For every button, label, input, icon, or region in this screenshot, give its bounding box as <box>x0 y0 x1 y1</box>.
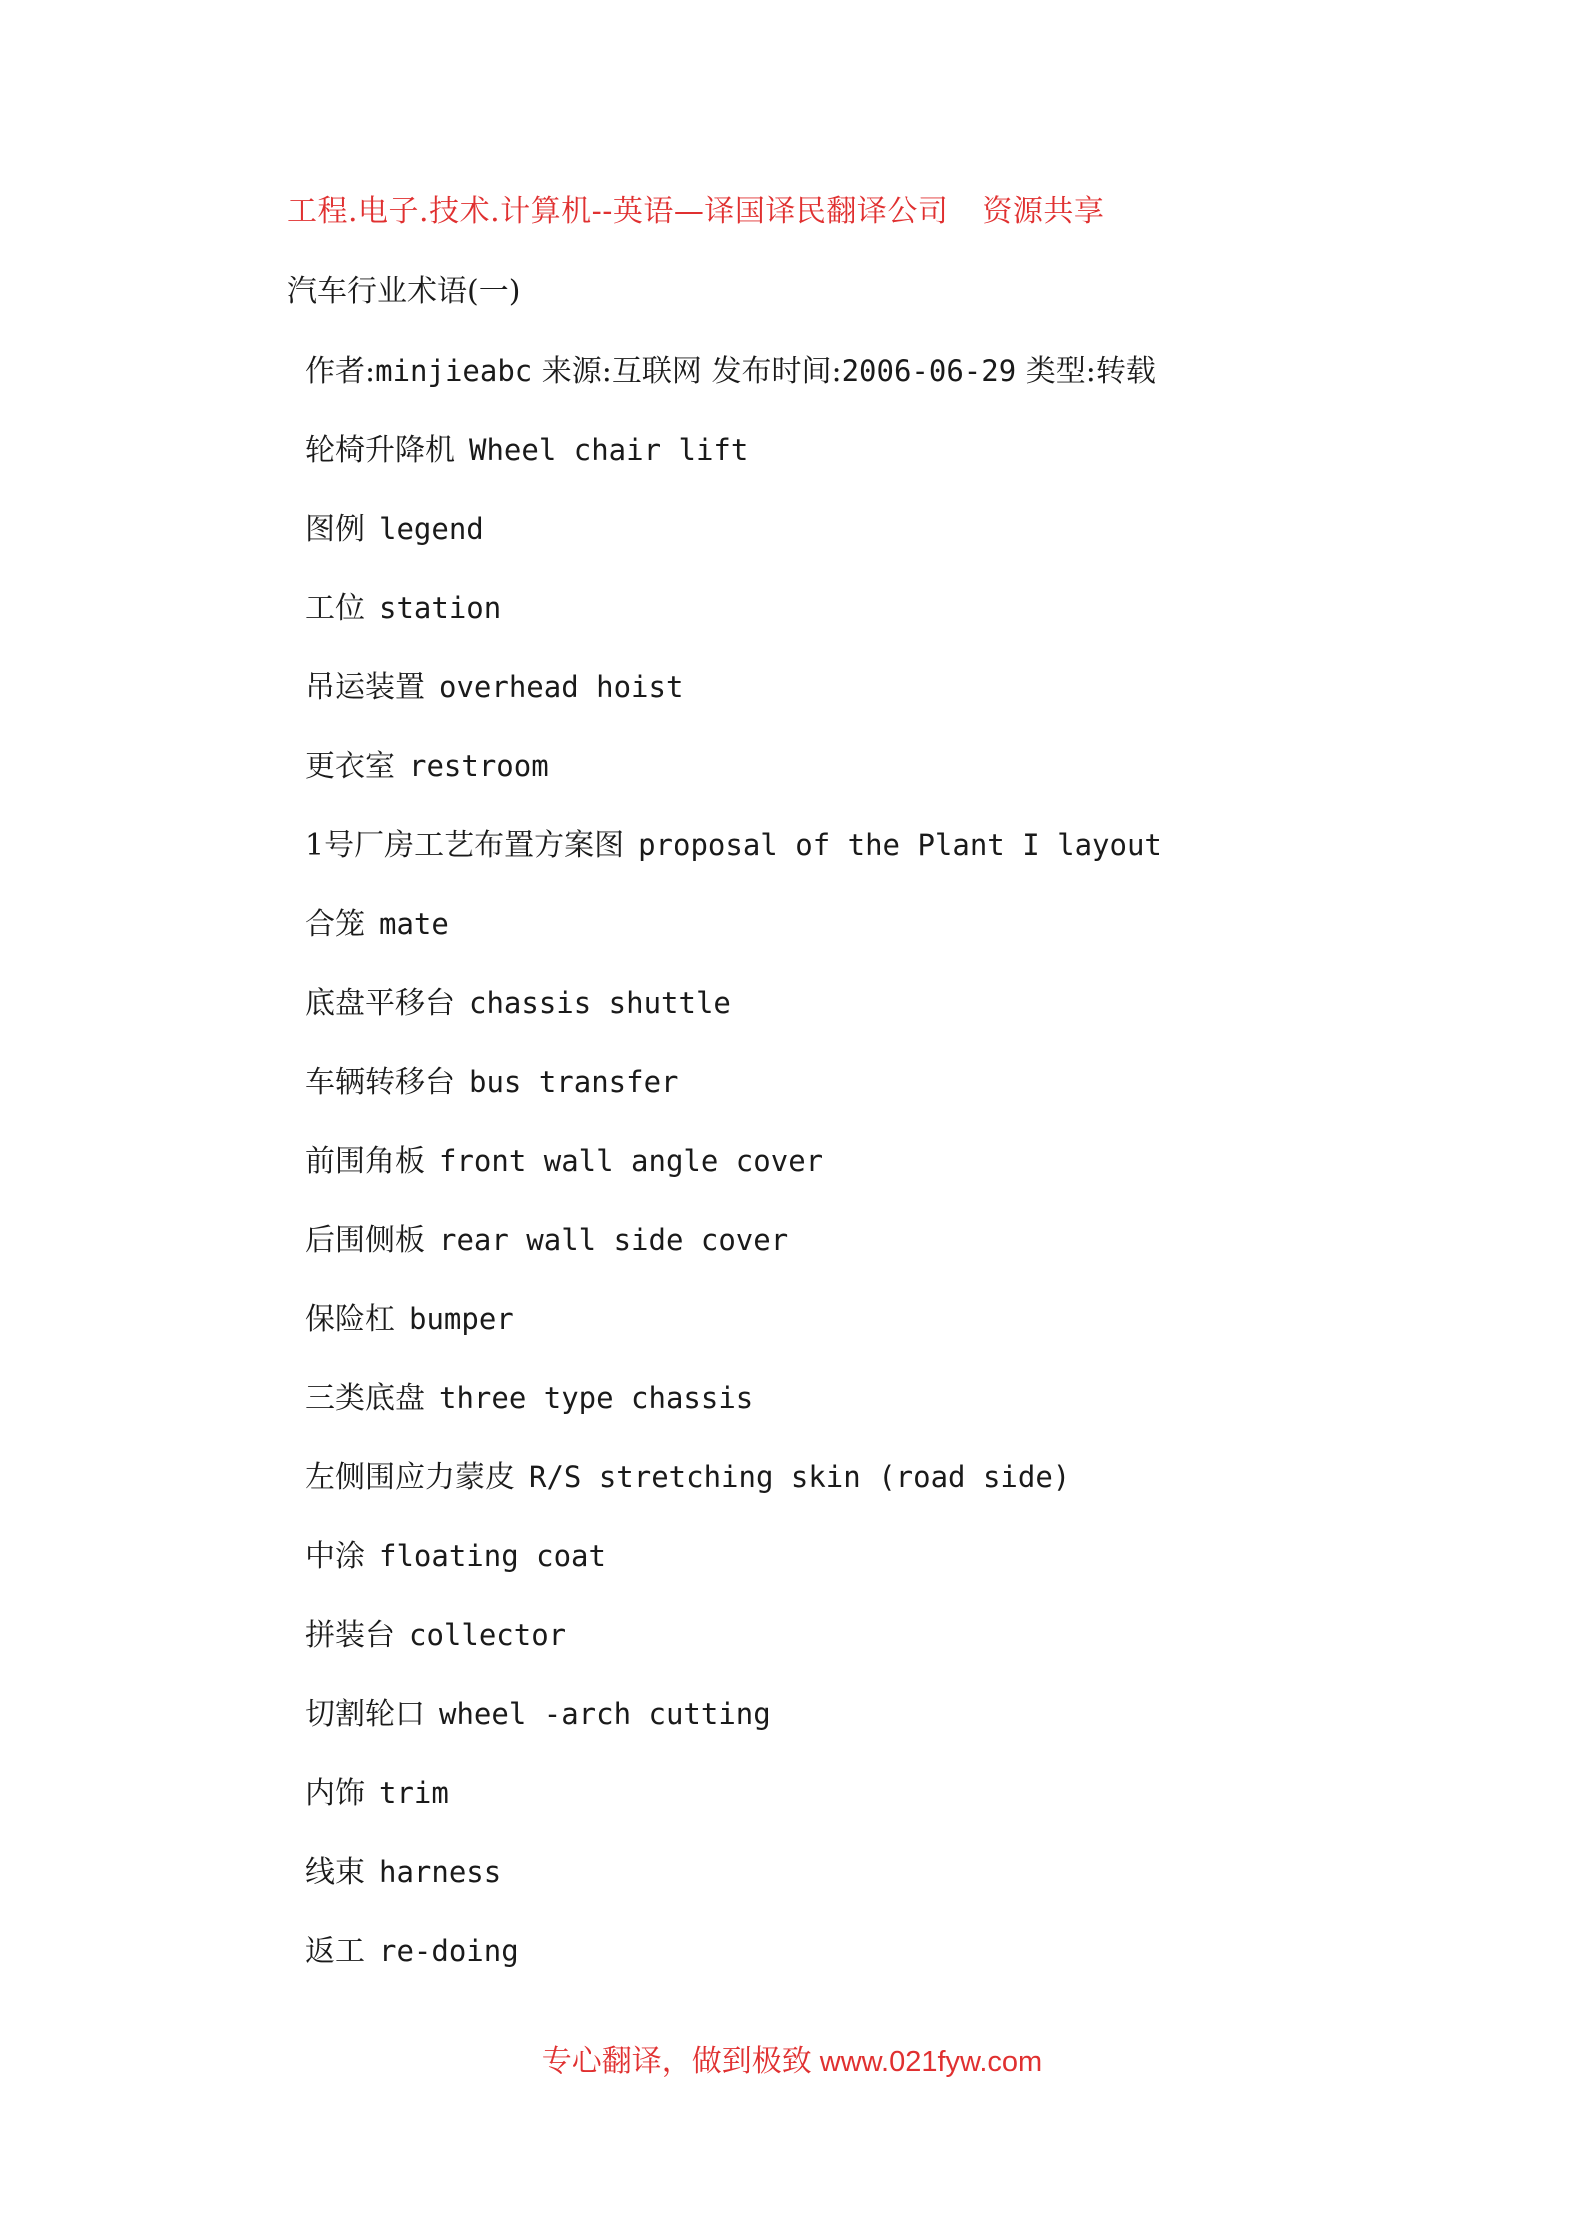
term-row <box>305 1929 1162 2008</box>
term-english: front wall angle cover <box>439 1144 824 1178</box>
term-chinese: 中涂 <box>305 1539 365 1574</box>
term-english: mate <box>379 907 449 941</box>
term-english: wheel -arch cutting <box>439 1697 771 1731</box>
term-chinese: 车辆转移台 <box>305 1065 455 1100</box>
term-chinese: 底盘平移台 <box>305 986 455 1021</box>
term-row <box>305 1771 1162 1850</box>
term-english: trim <box>379 1776 449 1810</box>
term-chinese: 左侧围应力蒙皮 <box>305 1460 515 1495</box>
term-row <box>305 507 1162 586</box>
term-english: station <box>379 591 502 625</box>
term-row <box>305 1692 1162 1771</box>
term-english: harness <box>379 1855 502 1889</box>
term-chinese: 内饰 <box>305 1776 365 1811</box>
term-english: chassis shuttle <box>469 986 731 1020</box>
term-chinese: 合笼 <box>305 907 365 942</box>
header-company-text: 工程.电子.技术.计算机--英语—译国译民翻译公司 <box>287 194 949 229</box>
term-english: rear wall side cover <box>439 1223 789 1257</box>
type-label: 类型: <box>1025 354 1096 389</box>
term-row <box>305 1455 1162 1534</box>
term-english: legend <box>379 512 484 546</box>
term-chinese: 吊运装置 <box>305 670 425 705</box>
term-row <box>305 1297 1162 1376</box>
term-english: restroom <box>409 749 549 783</box>
author-value: minjieabc <box>375 354 533 388</box>
term-row <box>305 981 1162 1060</box>
term-row <box>305 665 1162 744</box>
author-label: 作者: <box>305 354 376 389</box>
term-chinese: 后围侧板 <box>305 1223 425 1258</box>
term-chinese: 1号厂房工艺布置方案图 <box>305 828 625 863</box>
term-chinese: 工位 <box>305 591 365 626</box>
term-row <box>305 1534 1162 1613</box>
published-value: 2006-06-29 <box>841 354 1017 388</box>
term-chinese: 三类底盘 <box>305 1381 425 1416</box>
term-english: R/S stretching skin (road side) <box>529 1460 1071 1494</box>
published-label: 发布时间: <box>711 354 842 389</box>
document-title: 汽车行业术语(一) <box>287 274 521 309</box>
term-chinese: 线束 <box>305 1855 365 1890</box>
footer-url: www.021fyw.com <box>819 2046 1043 2078</box>
term-chinese: 轮椅升降机 <box>305 433 455 468</box>
term-english: collector <box>409 1618 567 1652</box>
term-english: three type chassis <box>439 1381 754 1415</box>
term-row <box>305 1139 1162 1218</box>
document-meta <box>305 349 1156 394</box>
term-row <box>305 1060 1162 1139</box>
term-list <box>305 428 1162 2008</box>
term-row <box>305 1376 1162 1455</box>
term-chinese: 前围角板 <box>305 1144 425 1179</box>
term-english: bus transfer <box>469 1065 679 1099</box>
source-label: 来源: <box>541 354 612 389</box>
term-row <box>305 586 1162 665</box>
source-value: 互联网 <box>611 354 702 389</box>
term-english: bumper <box>409 1302 514 1336</box>
term-row <box>305 1613 1162 1692</box>
term-row <box>305 1850 1162 1929</box>
term-row <box>305 428 1162 507</box>
term-english: re-doing <box>379 1934 519 1968</box>
page-header <box>287 190 1104 234</box>
term-row <box>305 744 1162 823</box>
term-english: overhead hoist <box>439 670 684 704</box>
footer-slogan: 专心翻译，做到极致 <box>541 2044 812 2079</box>
term-chinese: 保险杠 <box>305 1302 395 1337</box>
type-value: 转载 <box>1095 354 1156 389</box>
term-chinese: 切割轮口 <box>305 1697 425 1732</box>
term-english: floating coat <box>379 1539 606 1573</box>
term-row <box>305 902 1162 981</box>
term-row <box>305 823 1162 902</box>
page-footer <box>0 2040 1584 2084</box>
term-chinese: 拼装台 <box>305 1618 395 1653</box>
term-chinese: 图例 <box>305 512 365 547</box>
term-row <box>305 1218 1162 1297</box>
term-english: proposal of the Plant I layout <box>638 828 1162 862</box>
term-english: Wheel chair lift <box>469 433 749 467</box>
term-chinese: 更衣室 <box>305 749 395 784</box>
term-chinese: 返工 <box>305 1934 365 1969</box>
header-resource-share-text: 资源共享 <box>982 194 1105 229</box>
